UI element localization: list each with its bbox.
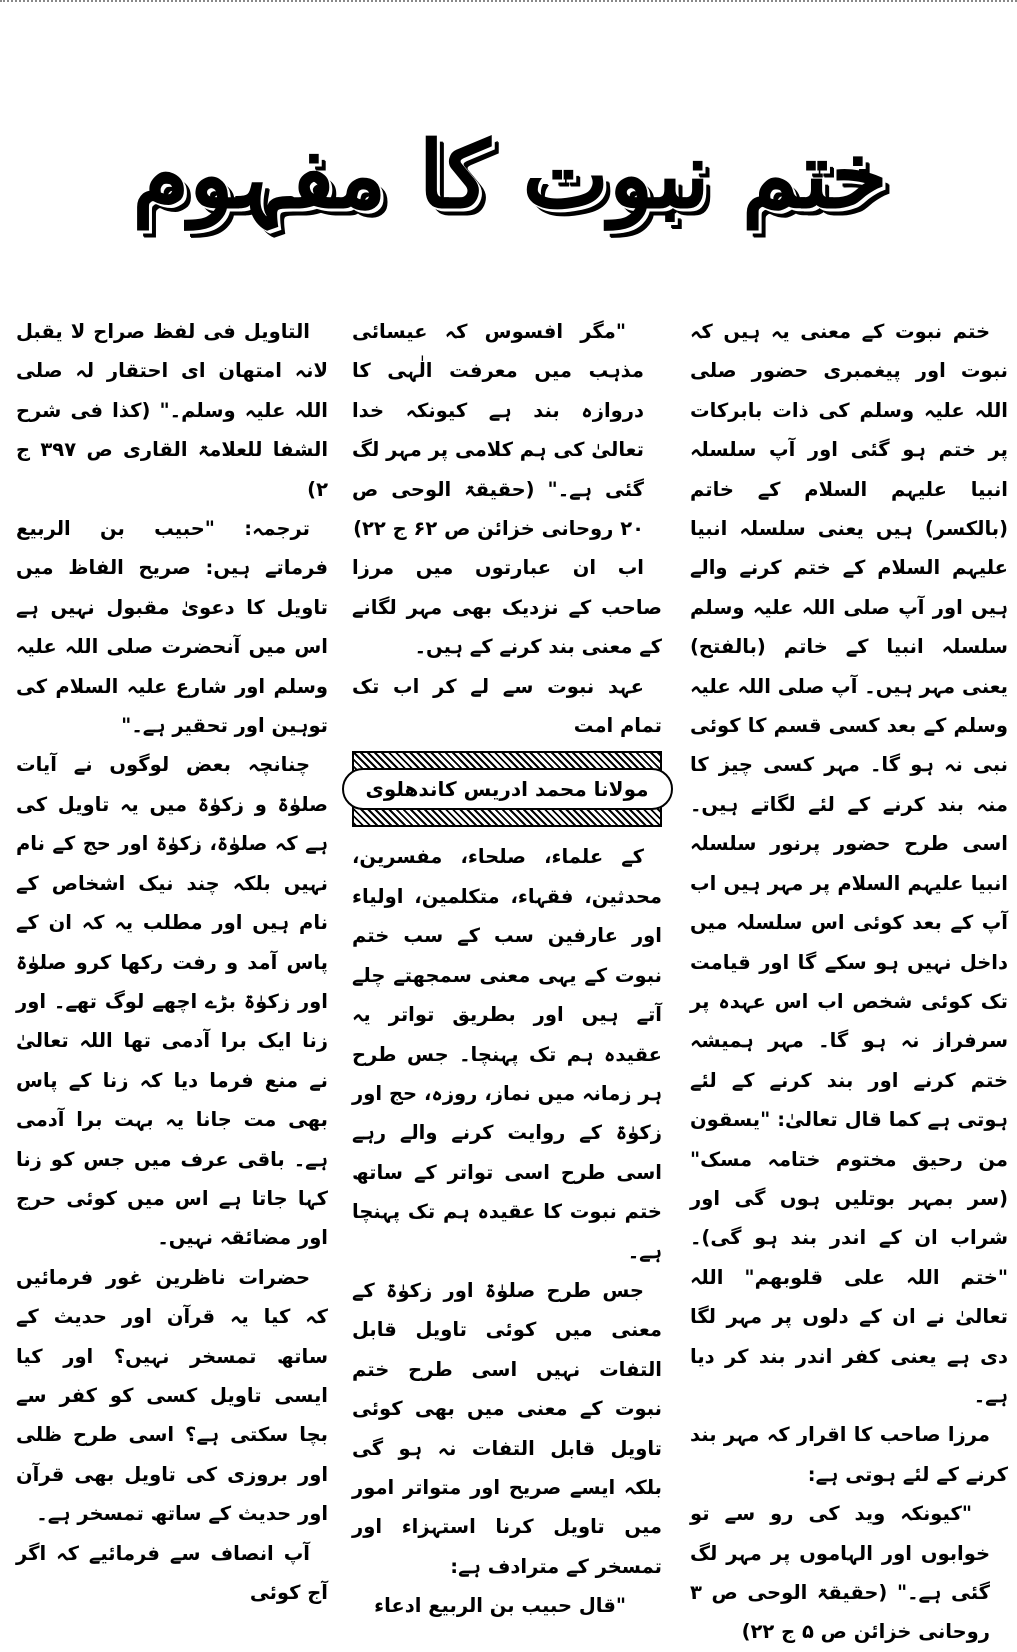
article-title: ختم نبوت کا مفہوم	[132, 121, 888, 229]
quote-paragraph: "قال حبیب بن الربیع ادعاء	[374, 1594, 626, 1618]
header-area	[0, 0, 1017, 290]
quote-paragraph: "مگر افسوس کہ عیسائی مذہب میں معرفت الٰہی کا دروازہ بند ہے کیونکہ خدا تعالیٰ کی ہم کلامی پر مہر لگ گئی ہے۔" (حقیقۃ الوحی ص ۲۰ روحانی خزائن ص ۶۲ ج ۲۲)	[352, 320, 644, 541]
paragraph: عہد نبوت سے لے کر اب تک تمام امت	[352, 674, 662, 738]
paragraph: التاویل فی لفظ صراح لا یقبل لانہ امتھان ای احتقار لہ صلی اللہ علیہ وسلم۔" (کذا فی شرح الشفا للعلامۃ القاری ص ۳۹۷ ج ۲)	[16, 320, 328, 501]
paragraph: مرزا صاحب کا اقرار کہ مہر بند کرنے کے لئے ہوتی ہے:	[690, 1423, 1008, 1486]
paragraph: چنانچہ بعض لوگوں نے آیات صلوٰۃ و زکوٰۃ میں یہ تاویل کی ہے کہ صلوٰۃ، زکوٰۃ اور حج کے نام نہیں بلکہ چند نیک اشخاص کے نام ہیں اور مطلب یہ کہ ان کے پاس آمد و رفت رکھا کرو صلوٰۃ اور زکوٰۃ بڑے اچھے لوگ تھے۔ اور زنا ایک برا آدمی تھا اللہ تعالیٰ نے منع فرما دیا کہ زنا کے پاس بھی مت جانا یہ بہت برا آدمی ہے۔ باقی عرف میں جس کو زنا کہا جاتا ہے اس میں کوئی حرج اور مضائقہ نہیں۔	[16, 753, 328, 1250]
paragraph: آپ انصاف سے فرمائیے کہ اگر آج کوئی	[16, 1541, 328, 1604]
paragraph: ترجمہ: "حبیب بن الربیع فرماتے ہیں: صریح الفاظ میں تاویل کا دعویٰ مقبول نہیں ہے اس میں آنحضرت صلی اللہ علیہ وسلم اور شارع علیہ السلام کی توہین اور تحقیر ہے۔"	[16, 517, 328, 738]
paragraph: جس طرح صلوٰۃ اور زکوٰۃ کے معنی میں کوئی تاویل قابل التفات نہیں اسی طرح ختم نبوت کے معنی میں بھی کوئی تاویل قابل التفات نہ ہو گی بلکہ ایسے صریح اور متواتر امور میں تاویل کرنا استہزاء اور تمسخر کے مترادف ہے:	[352, 1278, 662, 1578]
author-byline: مولانا محمد ادریس کاندھلوی	[342, 768, 673, 810]
byline-box	[352, 751, 662, 827]
column-left	[16, 312, 328, 1604]
paragraph: ختم نبوت کے معنی یہ ہیں کہ نبوت اور پیغمبری حضور صلی اللہ علیہ وسلم کی ذات بابرکات پر ختم ہو گئی اور آپ سلسلہ انبیا علیہم السلام کے خاتم (بالکسر) ہیں یعنی سلسلہ انبیا علیہم السلام کے ختم کرنے والے ہیں اور آپ صلی اللہ علیہ وسلم سلسلہ انبیا کے خاتم (بالفتح) یعنی مہر ہیں۔ آپ صلی اللہ علیہ وسلم کے بعد کسی قسم کا کوئی نبی نہ ہو گا۔ مہر کسی چیز کا منہ بند کرنے کے لئے لگاتے ہیں۔ اسی طرح حضور پرنور سلسلہ انبیا علیہم السلام پر مہر ہیں اب آپ کے بعد کوئی اس سلسلہ میں داخل نہیں ہو سکے گا اور قیامت تک کوئی شخص اب اس عہدہ پر سرفراز نہ ہو گا۔ مہر ہمیشہ ختم کرنے اور بند کرنے کے لئے ہوتی ہے کما قال تعالیٰ: "یسقون من رحیق مختوم ختامہ مسک" (سر بمہر بوتلیں ہوں گی اور شراب ان کے اندر بند ہو گی)۔ "ختم اللہ علی قلوبھم" اللہ تعالیٰ نے ان کے دلوں پر مہر لگا دی ہے یعنی کفر اندر بند کر دیا ہے۔	[690, 320, 1008, 1407]
paragraph: اب ان عبارتوں میں مرزا صاحب کے نزدیک بھی مہر لگانے کے معنی بند کرنے کے ہیں۔	[352, 556, 662, 659]
column-right	[690, 312, 1008, 1644]
paragraph: کے علماء، صلحاء، مفسرین، محدثین، فقہاء، متکلمین، اولیاء اور عارفین سب کے سب ختم نبوت کے یہی معنی سمجھتے چلے آتے ہیں اور بطریق تواتر یہ عقیدہ ہم تک پہنچا۔ جس طرح ہر زمانہ میں نماز، روزہ، حج اور زکوٰۃ کے روایت کرنے والے رہے اسی طرح اسی تواتر کے ساتھ ختم نبوت کا عقیدہ ہم تک پہنچا ہے۔	[352, 845, 662, 1263]
quote-paragraph: "کیونکہ وید کی رو سے تو خوابوں اور الہاموں پر مہر لگ گئی ہے۔" (حقیقۃ الوحی ص ۳ روحانی خزائن ص ۵ ج ۲۲)	[690, 1502, 990, 1644]
column-middle	[352, 312, 662, 1618]
paragraph: حضرات ناظرین غور فرمائیں کہ کیا یہ قرآن اور حدیث کے ساتھ تمسخر نہیں؟ اور کیا ایسی تاویل کسی کو کفر سے بچا سکتی ہے؟ اسی طرح ظلی اور بروزی کی تاویل بھی قرآن اور حدیث کے ساتھ تمسخر ہے۔	[16, 1265, 328, 1526]
